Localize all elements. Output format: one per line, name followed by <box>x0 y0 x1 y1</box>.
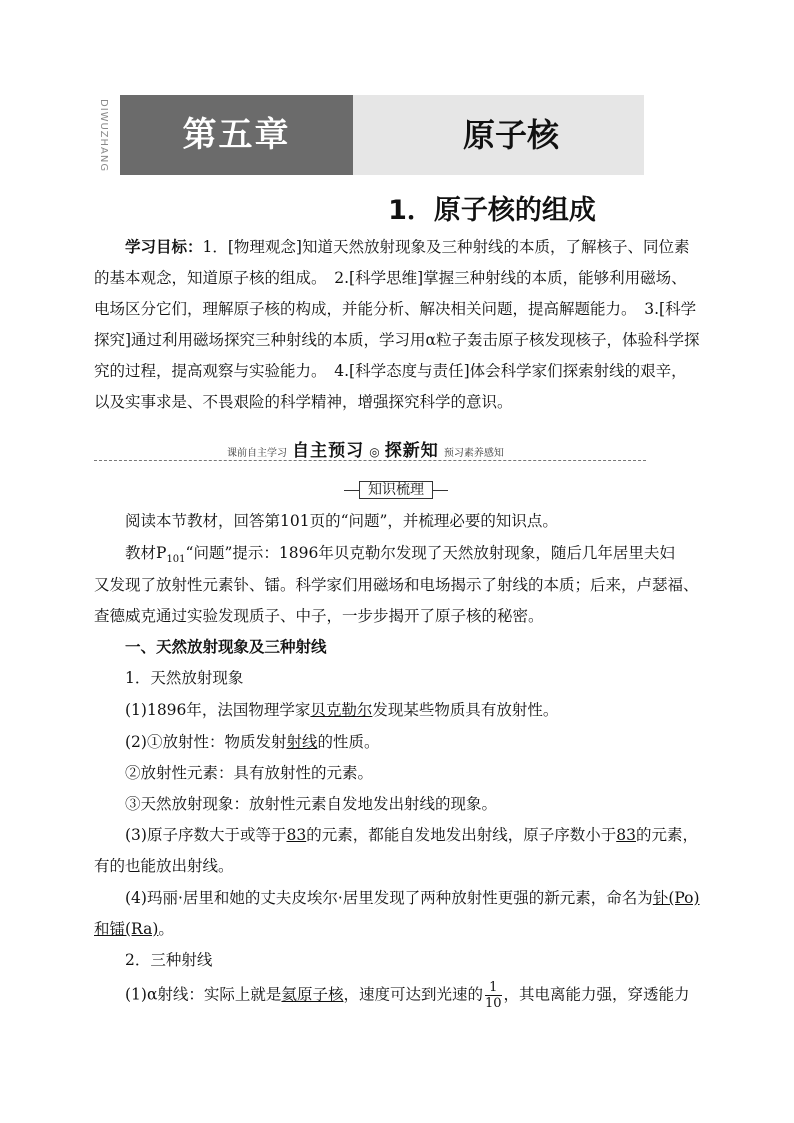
textbook-line-1: 教材$P_{101}“$问题”提示：1896年贝克勒尔发现了天然放射现象，随后几年居里夫妇 <box>125 544 675 566</box>
item-6-line-2: 和镭(Ra)。 <box>94 920 174 938</box>
section-divider <box>94 440 646 461</box>
item-5-line-2: 有的也能放出射线。 <box>94 857 234 875</box>
divider-right-small: 预习素养感知 <box>443 448 504 459</box>
fraction-one-tenth: $\frac{1}{10}$ <box>484 980 502 1011</box>
item-6: (4)玛丽·居里和她的丈夫皮埃尔·居里发现了两种放射性更强的新元素，命名为钋(Po) <box>125 889 700 907</box>
item-2: (2)①放射性：物质发射射线的性质。 <box>125 733 380 751</box>
goals-label: 学习目标： <box>125 238 203 256</box>
textbook-line-2: 又发现了放射性元素钋、镭。科学家们用磁场和电场揭示了射线的本质；后来，卢瑟福、 <box>94 576 699 594</box>
learning-goals <box>94 232 700 418</box>
alpha-ray-line: (1)α射线：实际上就是氦原子核，速度可达到光速的 $\frac{1}{10}$ ，其电离能力强，穿透能力 <box>125 980 690 1011</box>
knowledge-tag: 知识梳理 <box>344 480 448 500</box>
chapter-number: 第五章 <box>120 95 353 175</box>
chapter-title: 原子核 <box>463 116 560 154</box>
banner-side-text: DIWUZHANG <box>98 99 109 173</box>
item-5: (3)原子序数大于或等于83的元素，都能自发地发出射线，原子序数小于83的元素， <box>125 826 698 844</box>
section-title: 1．原子核的组成 <box>388 195 596 226</box>
divider-big-1: 自主预习 <box>292 441 365 461</box>
item-1: (1)1896年，法国物理学家贝克勒尔发现某些物质具有放射性。 <box>125 701 559 719</box>
divider-left-small: 课前自主学习 <box>227 448 287 459</box>
subheading-2: 2．三种射线 <box>125 951 213 969</box>
heading-1: 一、天然放射现象及三种射线 <box>125 638 327 656</box>
intro-line: 阅读本节教材，回答第101页的“问题”，并梳理必要的知识点。 <box>125 512 558 530</box>
item-3: ②放射性元素：具有放射性的元素。 <box>125 764 374 782</box>
chapter-banner <box>96 95 644 175</box>
banner-side-strip <box>96 95 121 175</box>
textbook-line-3: 查德威克通过实验发现质子、中子，一步步揭开了原子核的秘密。 <box>94 607 544 625</box>
divider-separator-icon: ◎ <box>369 445 380 459</box>
goals-text: 1．[物理观念]知道天然放射现象及三种射线的本质，了解核子、同位素的基本观念，知道原子核的组成。 2.[科学思维]掌握三种射线的本质，能够利用磁场、电场区分它们，理解原子核的构成，并能分析、解决相关问题，提高解题能力。 3.[科学探究]通过利用磁场探究三种射线的本质，学习用α粒子轰击原子核发现核子，体验科学探究的过程，提高观察与实验能力。 4.[科学态度与责任]体会科学家们探索射线的艰辛，以及实事求是、不畏艰险的科学精神，增强探究科学的意识。 <box>94 238 700 411</box>
item-4: ③天然放射现象：放射性元素自发地发出射线的现象。 <box>125 795 498 813</box>
divider-big-2: 探新知 <box>384 441 439 461</box>
subheading-1: 1．天然放射现象 <box>125 669 244 687</box>
